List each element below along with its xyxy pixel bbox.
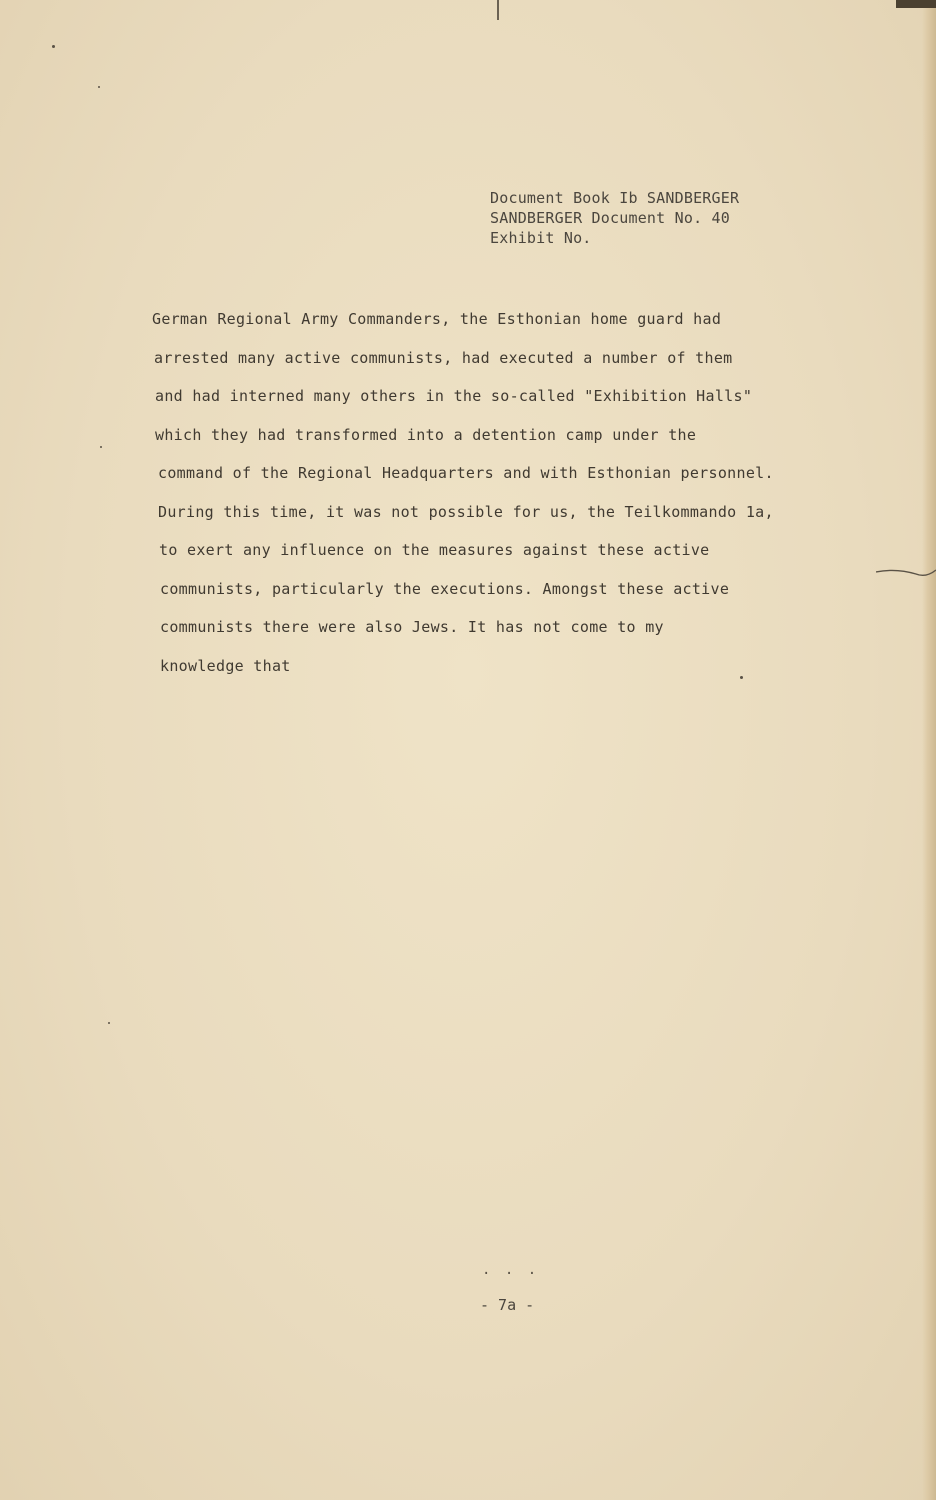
document-reference-block bbox=[490, 188, 739, 248]
body-line: communists, particularly the executions. Amongst these active bbox=[160, 579, 730, 598]
body-line: German Regional Army Commanders, the Esthonian home guard had bbox=[152, 310, 722, 328]
body-line: to exert any influence on the measures against these active bbox=[159, 541, 710, 559]
paper-clip-mark bbox=[876, 568, 936, 582]
document-book-line: Document Book Ib SANDBERGER bbox=[490, 189, 740, 207]
paper-speck bbox=[52, 45, 55, 48]
body-line: knowledge that bbox=[160, 656, 291, 675]
paper-speck bbox=[100, 446, 102, 448]
paper-speck bbox=[98, 86, 100, 88]
paper-tear bbox=[896, 0, 936, 8]
continuation-dots: . . . bbox=[482, 1262, 540, 1278]
fold-mark bbox=[497, 0, 499, 20]
body-line: which they had transformed into a detention camp under the bbox=[155, 425, 697, 444]
body-line: arrested many active communists, had executed a number of them bbox=[154, 348, 733, 367]
body-line: communists there were also Jews. It has not come to my bbox=[160, 618, 664, 636]
exhibit-number-line: Exhibit No. bbox=[490, 229, 592, 247]
body-paragraph bbox=[152, 300, 812, 685]
page-number: - 7a - bbox=[480, 1296, 535, 1314]
paper-edge bbox=[922, 0, 936, 1500]
document-number-line: SANDBERGER Document No. 40 bbox=[490, 209, 730, 227]
paper-speck bbox=[108, 1022, 110, 1024]
body-line: command of the Regional Headquarters and with Esthonian personnel. bbox=[158, 464, 774, 482]
body-line: During this time, it was not possible for us, the Teilkommando 1a, bbox=[158, 502, 774, 521]
body-line: and had interned many others in the so-called "Exhibition Halls" bbox=[155, 387, 753, 405]
